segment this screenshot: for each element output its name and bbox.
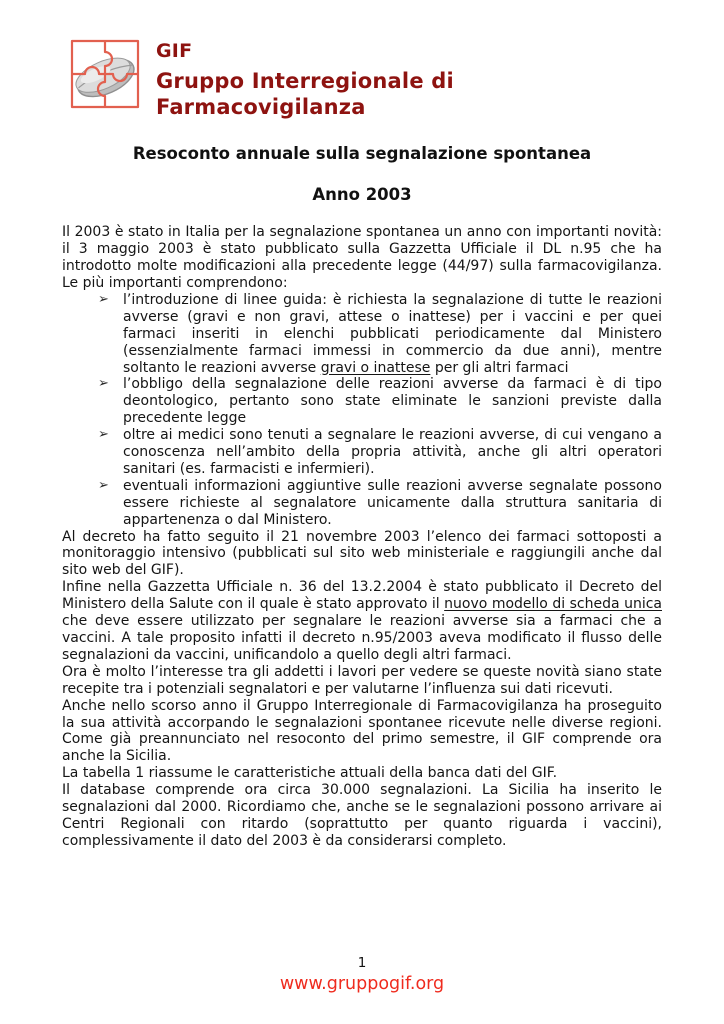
footer-website-link[interactable]: www.gruppogif.org [279,974,445,994]
text-segment: Il 2003 è stato in Italia per la segnalazione spontanea un anno con importanti novità: il 3 maggio 2003 è stato pubblicato sulla Gazzetta Ufficiale il DL n.95 che ha introdotto molte modificazioni alla precedente legge (44/97) sulla farmacovigilanza. Le più importanti comprendono: [62,224,662,291]
text-segment: oltre ai medici sono tenuti a segnalare le reazioni avverse, di cui vengano a conoscenza nell’ambito della propria attività, anche gli altri operatori sanitari (es. farmacisti e infermieri). [123,427,662,477]
text-segment: l’introduzione di linee guida: è richiesta la segnalazione di tutte le reazioni avverse (gravi e non gravi, attese o inattese) per i vaccini e per quei farmaci inseriti in elenchi pubblicati periodicamente dal Ministero (essenzialmente farmaci immessi in commercio da due anni), mentre soltanto le reazioni avverse [123,291,662,376]
bullet-arrow-icon: ➢ [98,376,109,392]
paragraph [62,782,662,850]
text-segment: Ora è molto l’interesse tra gli addetti i lavori per vedere se queste novità siano state recepite tra i potenziali segnalatori e per valutarne l’influenza sui dati ricevuti. [62,663,662,697]
text-segment: Al decreto ha fatto seguito il 21 novembre 2003 l’elenco dei farmaci sottoposti a monitoraggio intensivo (pubblicati sul sito web ministeriale e raggiungili anche dal sito web del GIF). [62,528,662,579]
bullet-item [62,478,662,529]
text-segment: Il database comprende ora circa 30.000 segnalazioni. La Sicilia ha inserito le segnalazioni dal 2000. Ricordiamo che, anche se le segnalazioni possono arrivare ai Centri Regionali con ritardo (soprattutto per quanto riguarda i vaccini), complessivamente il dato del 2003 è da considerarsi completo. [62,782,662,849]
footer-page-number: 1 [357,955,367,971]
text-segment: La tabella 1 riassume le caratteristiche attuali della banca dati del GIF. [62,765,558,782]
paragraph [62,765,662,782]
bullet-item [62,376,662,427]
header-org-name: Gruppo Interregionale di Farmacovigilanza [156,68,454,119]
text-segment: per gli altri farmaci [430,359,569,376]
doc-subtitle: Anno 2003 [312,185,412,205]
paragraph [62,529,662,580]
text-segment: che deve essere utilizzato per segnalare le reazioni avverse sia a farmaci che a vaccini. A tale proposito infatti il decreto n.95/2003 aveva modificato il flusso delle segnalazioni da vaccini, unificandolo a quello degli altri farmaci. [62,613,662,663]
paragraph [62,698,662,766]
text-segment: Anche nello scorso anno il Gruppo Interregionale di Farmacovigilanza ha proseguito la sua attività accorpando le segnalazioni spontanee ricevute nelle diverse regioni. Come già preannunciato nel resoconto del primo semestre, il GIF comprende ora anche la Sicilia. [62,697,662,765]
document-header [0,0,724,120]
paragraph [62,224,662,292]
bullet-arrow-icon: ➢ [98,477,109,493]
bullet-item [62,292,662,377]
text-segment: eventuali informazioni aggiuntive sulle reazioni avverse segnalate possono essere richieste al segnalatore unicamente dalla struttura sanitaria di appartenenza o dal Ministero. [123,477,662,528]
doc-title: Resoconto annuale sulla segnalazione spontanea [132,144,592,164]
text-segment: l’obbligo della segnalazione delle reazioni avverse da farmaci è di tipo deontologico, pertanto sono state eliminate le sanzioni previste dalla precedente legge [123,376,662,427]
header-acronym: GIF [156,40,193,62]
bullet-item [62,427,662,478]
document-body [62,224,662,850]
puzzle-pill-logo-icon [68,38,142,110]
text-segment: Infine nella Gazzetta Ufficiale n. 36 del 13.2.2004 è stato pubblicato il Decreto del Ministero della Salute con il quale è stato approvato il [62,579,662,613]
document-footer [0,955,724,994]
header-text [156,38,662,120]
bullet-arrow-icon: ➢ [98,291,109,307]
paragraph [62,664,662,698]
paragraph [62,579,662,664]
bullet-arrow-icon: ➢ [98,427,109,443]
underlined-text: gravi o inattese [320,359,431,376]
underlined-text: nuovo modello di scheda unica [444,596,662,613]
